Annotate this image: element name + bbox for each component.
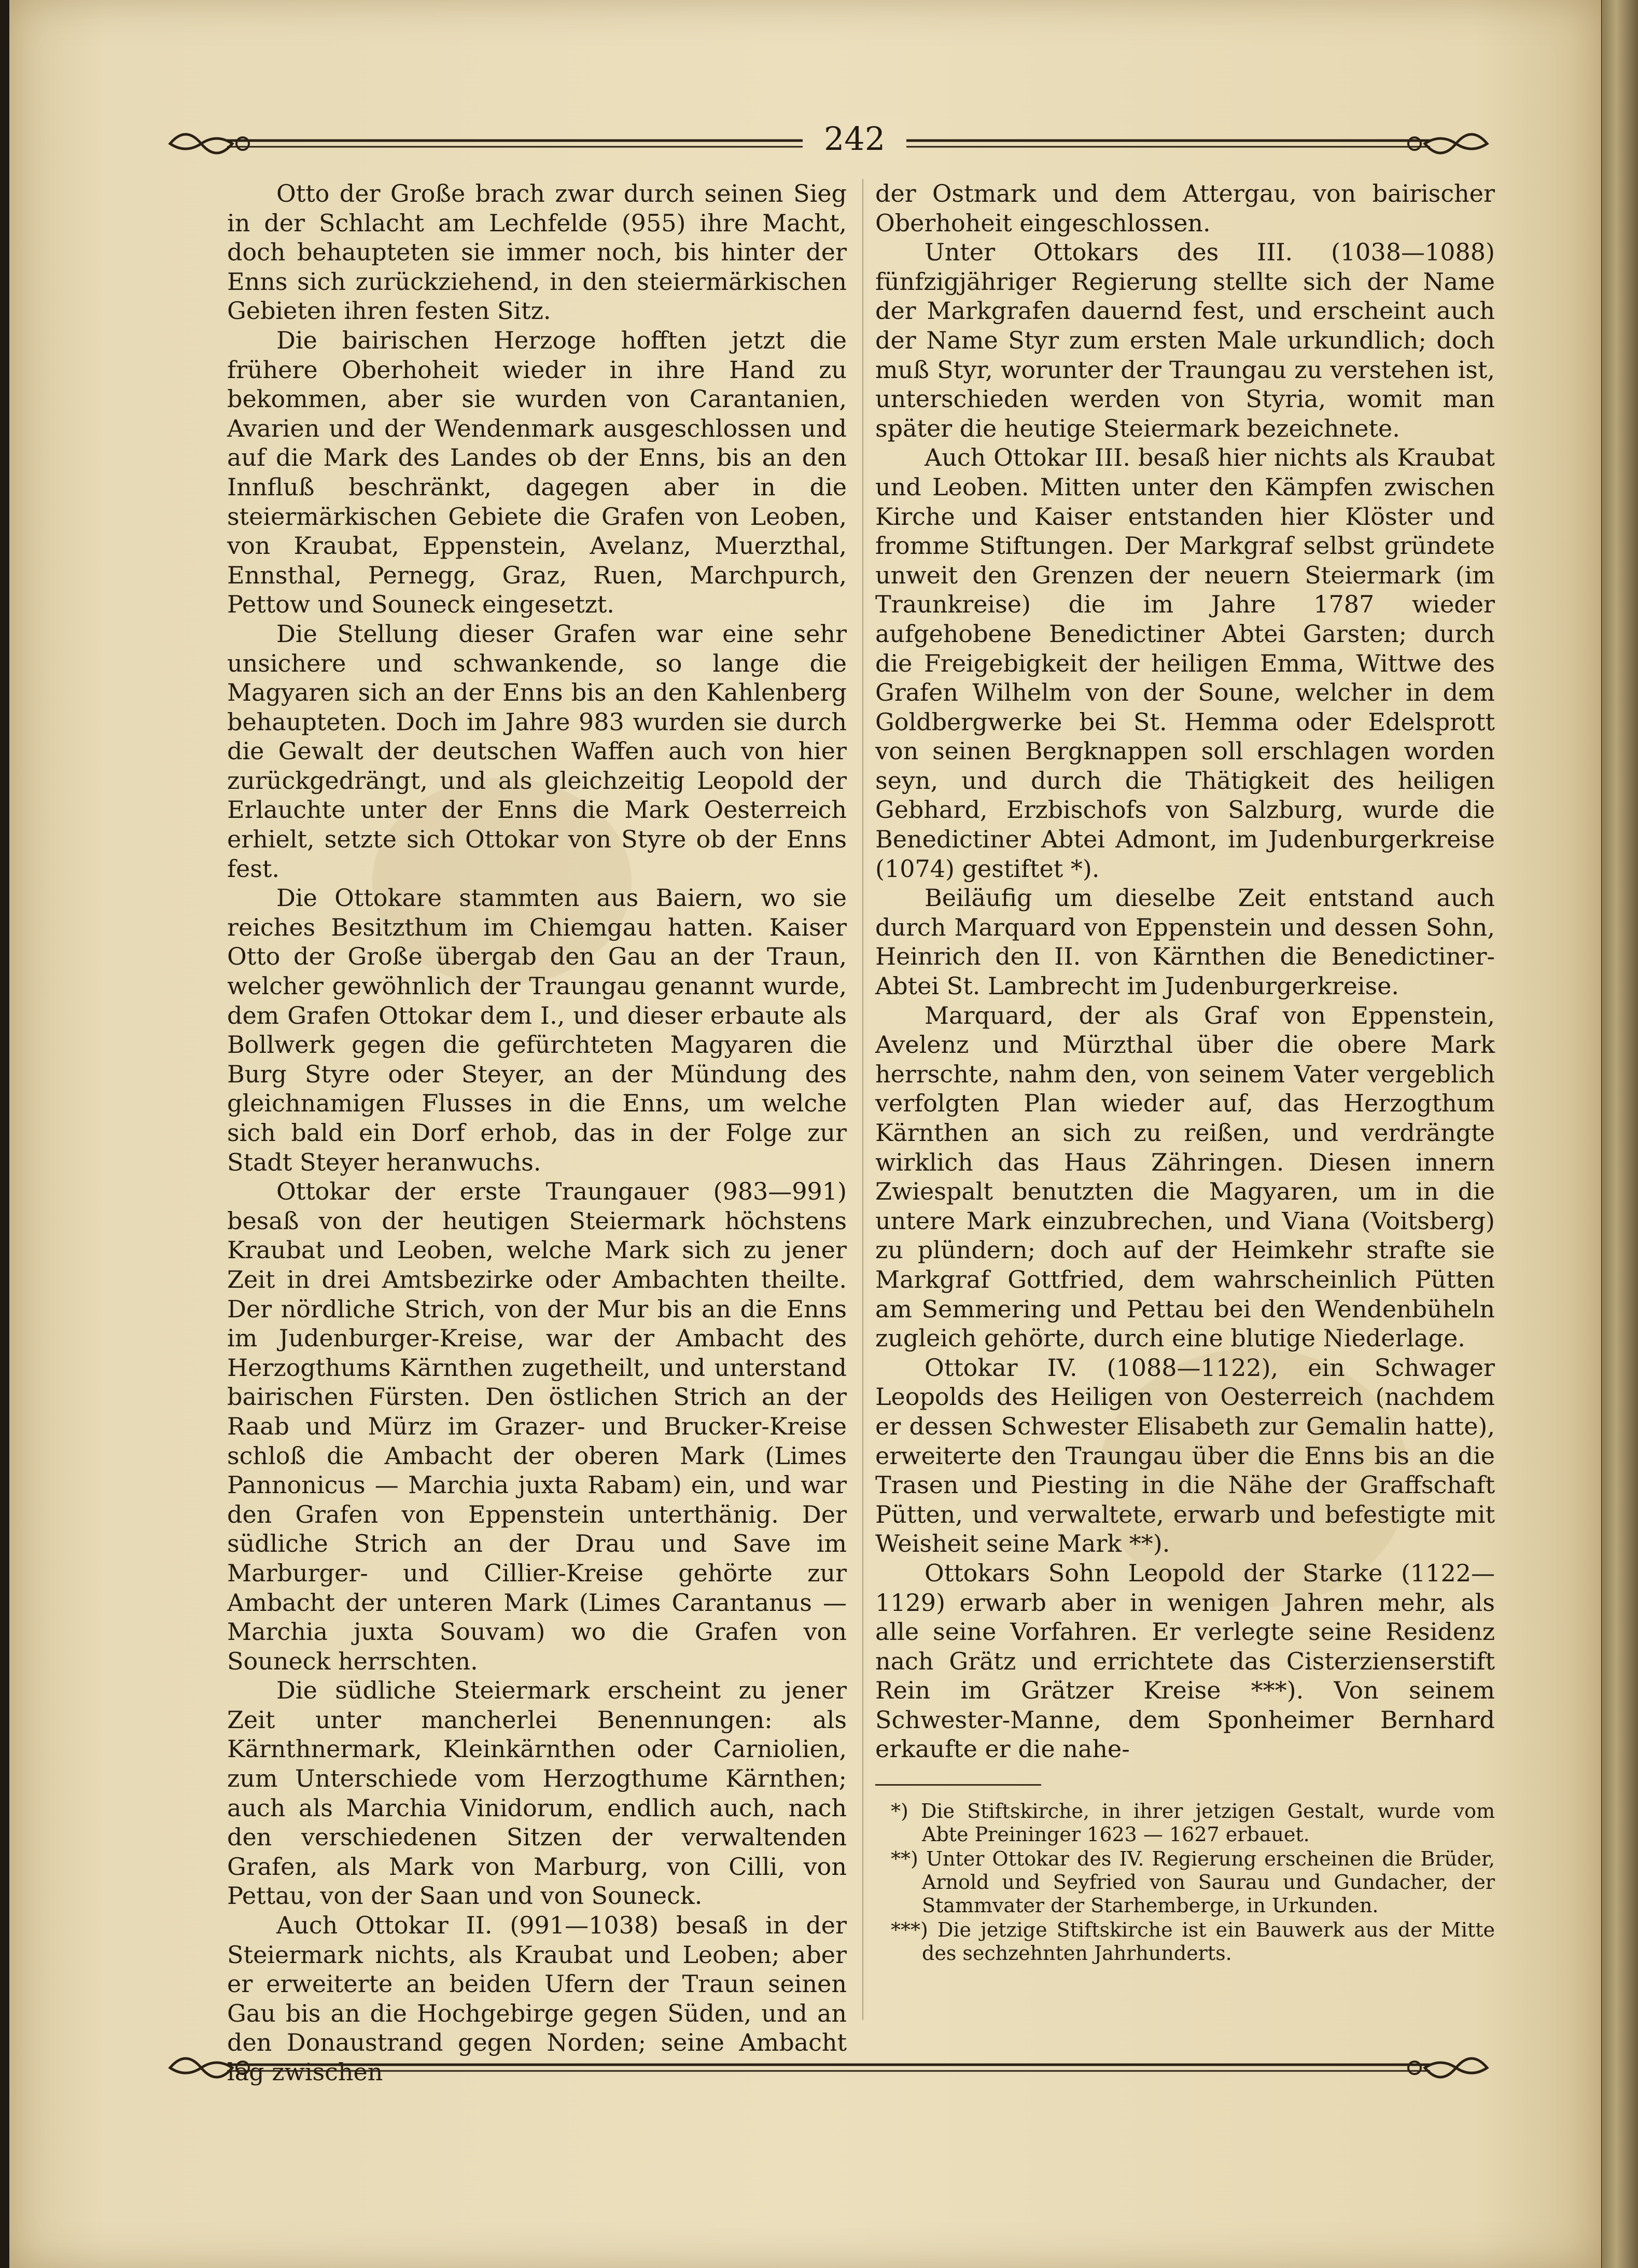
paragraph: Otto der Große brach zwar durch seinen Sieg in der Schlacht am Lechfelde (955) ihre Macht, doch behaupteten sie immer noch, bis hinter der Enns sich zurückziehend, in den steiermärkischen Gebieten ihren festen Sitz. — [227, 179, 847, 325]
right-column — [875, 179, 1495, 1764]
paragraph: der Ostmark und dem Attergau, von bairischer Oberhoheit eingeschlossen. — [875, 179, 1495, 237]
paragraph: Unter Ottokars des III. (1038—1088) fünfzigjähriger Regierung stellte sich der Name der Markgrafen dauernd fest, und erscheint auch der Name Styr zum ersten Male urkundlich; doch muß Styr, worunter der Traungau zu verstehen ist, unterschieden werden von Styria, womit man später die heutige Steiermark bezeichnete. — [875, 238, 1495, 442]
paragraph: Die südliche Steiermark erscheint zu jener Zeit unter mancherlei Benennungen: als Kärnthnermark, Kleinkärnthen oder Carniolien, zum Unterschiede vom Herzogthume Kärnthen; auch als Marchia Vinidorum, endlich auch, nach den verschiedenen Sitzen der verwaltenden Grafen, als Mark von Marburg, von Cilli, von Pettau, von der Saan und von Souneck. — [227, 1676, 847, 1910]
paragraph: Auch Ottokar III. besaß hier nichts als Kraubat und Leoben. Mitten unter den Kämpfen zwischen Kirche und Kaiser entstanden hier Klöster und fromme Stiftungen. Der Markgraf selbst gründete unweit den Grenzen der neuern Steiermark (im Traunkreise) die im Jahre 1787 wieder aufgehobene Benedictiner Abtei Garsten; durch die Freigebigkeit der heiligen Emma, Wittwe des Grafen Wilhelm von der Soune, welcher in dem Goldbergwerke bei St. Hemma oder Edelsprott von seinen Bergknappen soll erschlagen worden seyn, und durch die Thätigkeit des heiligen Gebhard, Erzbischofs von Salzburg, wurde die Benedictiner Abtei Admont, im Judenburgerkreise (1074) gestiftet *). — [875, 443, 1495, 883]
footnotes — [891, 1800, 1495, 1966]
footer-ornament — [165, 2046, 1492, 2088]
footnote: ***) Die jetzige Stiftskirche ist ein Bauwerk aus der Mitte des sechzehnten Jahrhunderts. — [891, 1918, 1495, 1965]
book-page — [9, 0, 1601, 2268]
paragraph: Die Ottokare stammten aus Baiern, wo sie reiches Besitzthum im Chiemgau hatten. Kaiser Otto der Große übergab den Gau an der Traun, welcher gewöhnlich der Traungau genannt wurde, dem Grafen Ottokar dem I., und dieser erbaute als Bollwerk gegen die gefürchteten Magyaren die Burg Styre oder Steyer, an der Mündung des gleichnamigen Flusses in die Enns, um welche sich bald ein Dorf erhob, das in der Folge zur Stadt Steyer heranwuchs. — [227, 884, 847, 1176]
book-edge — [1602, 0, 1638, 2268]
footnote: **) Unter Ottokar des IV. Regierung erscheinen die Brüder, Arnold und Seyfried von Saurau und Gundacher, der Stammvater der Starhemberge, in Urkunden. — [891, 1847, 1495, 1917]
paragraph: Ottokar der erste Traungauer (983—991) besaß von der heutigen Steiermark höchstens Kraubat und Leoben, welche Mark sich zu jener Zeit in drei Amtsbezirke oder Ambachten theilte. Der nördliche Strich, von der Mur bis an die Enns im Judenburger-Kreise, war der Ambacht des Herzogthums Kärnthen zugetheilt, und unterstand bairischen Fürsten. Den östlichen Strich an der Raab und Mürz im Grazer- und Brucker-Kreise schloß die Ambacht der oberen Mark (Limes Pannonicus — Marchia juxta Rabam) ein, und war den Grafen von Eppenstein unterthänig. Der südliche Strich an der Drau und Save im Marburger- und Cillier-Kreise gehörte zur Ambacht der unteren Mark (Limes Carantanus — Marchia juxta Souvam) wo die Grafen von Souneck herrschten. — [227, 1177, 847, 1675]
paragraph: Beiläufig um dieselbe Zeit entstand auch durch Marquard von Eppenstein und dessen Sohn, Heinrich den II. von Kärnthen die Benedictiner-Abtei St. Lambrecht im Judenburgerkreise. — [875, 884, 1495, 1000]
paragraph: Marquard, der als Graf von Eppenstein, Avelenz und Mürzthal über die obere Mark herrschte, nahm den, von seinem Vater vergeblich verfolgten Plan wieder auf, das Herzogthum Kärnthen an sich zu reißen, und verdrängte wirklich das Haus Zähringen. Diesen innern Zwiespalt benutzten die Magyaren, um in die untere Mark einzubrechen, und Viana (Voitsberg) zu plündern; doch auf der Heimkehr strafte sie Markgraf Gottfried, dem wahrscheinlich Pütten am Semmering und Pettau bei den Wendenbüheln zugleich gehörte, durch eine blutige Niederlage. — [875, 1001, 1495, 1353]
paragraph: Ottokars Sohn Leopold der Starke (1122—1129) erwarb aber in wenigen Jahren mehr, als alle seine Vorfahren. Er verlegte seine Residenz nach Grätz und errichtete das Cisterzienserstift Rein im Grätzer Kreise ***). Von seinem Schwester-Manne, dem Sponheimer Bernhard erkaufte er die nahe- — [875, 1559, 1495, 1763]
page-number: 242 — [803, 118, 906, 160]
paragraph: Ottokar IV. (1088—1122), ein Schwager Leopolds des Heiligen von Oesterreich (nachdem er dessen Schwester Elisabeth zur Gemalin hatte), erweiterte den Traungau über die Enns bis an die Trasen und Piesting in die Nähe der Graffschaft Pütten, und verwaltete, erwarb und befestigte mit Weisheit seine Mark **). — [875, 1353, 1495, 1558]
paragraph: Die Stellung dieser Grafen war eine sehr unsichere und schwankende, so lange die Magyaren sich an der Enns bis an den Kahlenberg behaupteten. Doch im Jahre 983 wurden sie durch die Gewalt der deutschen Waffen auch von hier zurückgedrängt, und als gleichzeitig Leopold der Erlauchte unter der Enns die Mark Oesterreich erhielt, setzte sich Ottokar von Styre ob der Enns fest. — [227, 619, 847, 883]
left-column — [227, 179, 847, 2087]
paragraph: Die bairischen Herzoge hofften jetzt die frühere Oberhoheit wieder in ihre Hand zu bekommen, aber sie wurden von Carantanien, Avarien und der Wendenmark ausgeschlossen und auf die Mark des Landes ob der Enns, bis an den Innfluß beschränkt, dagegen aber in die steiermärkischen Gebiete die Grafen von Leoben, von Kraubat, Eppenstein, Avelanz, Muerzthal, Ennsthal, Pernegg, Graz, Ruen, Marchpurch, Pettow und Souneck eingesetzt. — [227, 326, 847, 619]
footnote: *) Die Stiftskirche, in ihrer jetzigen Gestalt, wurde vom Abte Preininger 1623 — 1627 erbauet. — [891, 1800, 1495, 1846]
paragraph: Auch Ottokar II. (991—1038) besaß in der Steiermark nichts, als Kraubat und Leoben; aber er erweiterte an beiden Ufern der Traun seinen Gau bis an die Hochgebirge gegen Süden, und an den Donaustrand gegen Norden; seine Ambacht lag zwischen — [227, 1911, 847, 2086]
column-divider — [862, 179, 863, 2020]
footnote-rule — [875, 1784, 1041, 1786]
